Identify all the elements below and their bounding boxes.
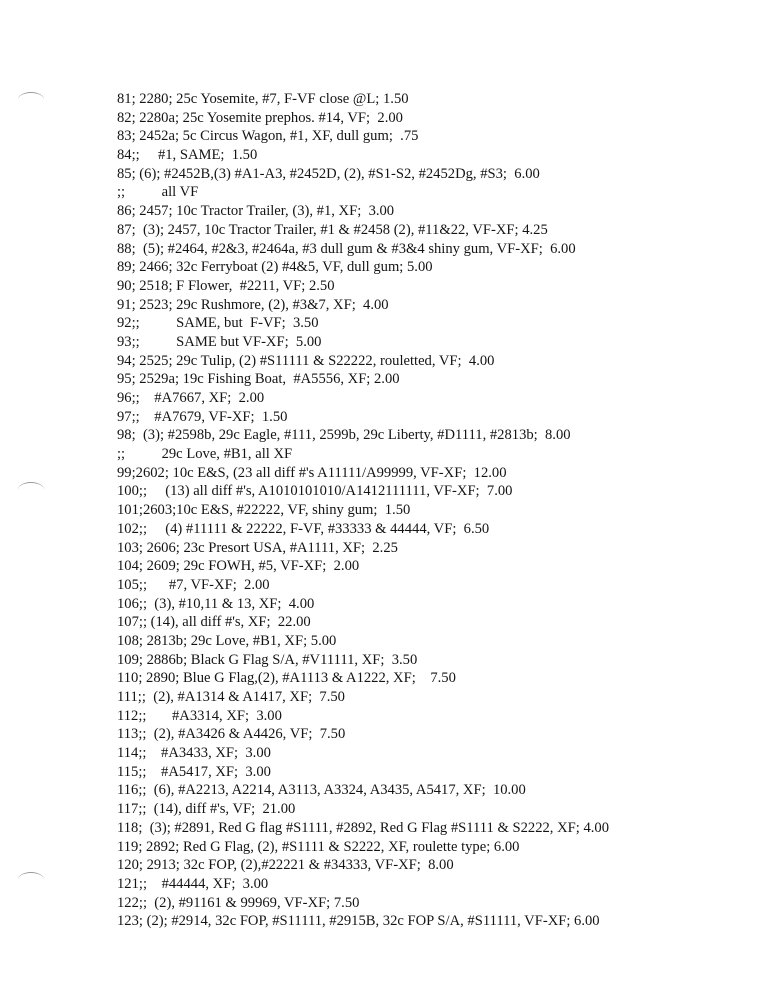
lot-line: 81; 2280; 25c Yosemite, #7, F-VF close @L; 1.50 (117, 91, 409, 107)
lot-line: 96;; #A7667, XF; 2.00 (117, 390, 265, 406)
punch-hole-mark-middle (18, 482, 44, 497)
lot-line: 112;; #A3314, XF; 3.00 (117, 707, 282, 724)
lot-line: ;; 29c Love, #B1, all XF (117, 446, 293, 463)
lot-line: 113;; (2), #A3426 & A4426, VF; 7.50 (117, 726, 346, 743)
lot-line: 120; 2913; 32c FOP, (2),#22221 & #34333, VF-XF; 8.00 (117, 857, 454, 874)
lot-line: 121;; #44444, XF; 3.00 (117, 875, 269, 892)
punch-hole-mark-top (18, 92, 44, 107)
lot-line: 89; 2466; 32c Ferryboat (2) #4&5, VF, dull gum; 5.00 (117, 259, 433, 276)
lot-line: 111;; (2), #A1314 & A1417, XF; 7.50 (117, 689, 345, 705)
lot-line: 108; 2813b; 29c Love, #B1, XF; 5.00 (117, 632, 337, 649)
lot-line: 100;; (13) all diff #'s, A1010101010/A1412111111, VF-XF; 7.00 (117, 483, 513, 500)
lot-line: 85; (6); #2452B,(3) #A1-A3, #2452D, (2), #S1-S2, #2452Dg, #S3; 6.00 (117, 165, 540, 182)
lot-line: 105;; #7, VF-XF; 2.00 (117, 576, 270, 593)
lot-line: 116;; (6), #A2213, A2214, A3113, A3324, A3435, A5417, XF; 10.00 (117, 782, 526, 799)
lot-line: 94; 2525; 29c Tulip, (2) #S11111 & S22222, rouletted, VF; 4.00 (117, 352, 495, 369)
lot-line: 104; 2609; 29c FOWH, #5, VF-XF; 2.00 (117, 558, 360, 575)
lot-line: 110; 2890; Blue G Flag,(2), #A1113 & A1222, XF; 7.50 (117, 670, 456, 687)
lot-listing (117, 90, 767, 931)
lot-line: ;; all VF (117, 184, 199, 201)
lot-line: 118; (3); #2891, Red G flag #S1111, #2892, Red G Flag #S1111 & S2222, XF; 4.00 (117, 819, 609, 836)
lot-line: 99;2602; 10c E&S, (23 all diff #'s A11111/A99999, VF-XF; 12.00 (117, 464, 507, 481)
lot-line: 88; (5); #2464, #2&3, #2464a, #3 dull gum & #3&4 shiny gum, VF-XF; 6.00 (117, 240, 576, 257)
lot-line: 86; 2457; 10c Tractor Trailer, (3), #1, XF; 3.00 (117, 203, 395, 220)
lot-line: 91; 2523; 29c Rushmore, (2), #3&7, XF; 4.00 (117, 296, 389, 313)
lot-line: 119; 2892; Red G Flag, (2), #S1111 & S2222, XF, roulette type; 6.00 (117, 838, 520, 855)
lot-line: 117;; (14), diff #'s, VF; 21.00 (117, 801, 296, 818)
lot-line: 87; (3); 2457, 10c Tractor Trailer, #1 & #2458 (2), #11&22, VF-XF; 4.25 (117, 221, 548, 238)
lot-line: 106;; (3), #10,11 & 13, XF; 4.00 (117, 595, 315, 612)
lot-line: 93;; SAME but VF-XF; 5.00 (117, 333, 322, 350)
lot-line: 102;; (4) #11111 & 22222, F-VF, #33333 & 44444, VF; 6.50 (117, 520, 490, 537)
lot-line: 103; 2606; 23c Presort USA, #A1111, XF; 2.25 (117, 539, 398, 556)
lot-line: 123; (2); #2914, 32c FOP, #S11111, #2915B, 32c FOP S/A, #S11111, VF-XF; 6.00 (117, 913, 600, 930)
lot-line: 84;; #1, SAME; 1.50 (117, 147, 258, 164)
lot-line: 95; 2529a; 19c Fishing Boat, #A5556, XF; 2.00 (117, 371, 400, 388)
lot-line: 114;; #A3433, XF; 3.00 (117, 745, 271, 762)
lot-line: 92;; SAME, but F-VF; 3.50 (117, 315, 319, 332)
lot-line: 82; 2280a; 25c Yosemite prephos. #14, VF; 2.00 (117, 109, 403, 126)
lot-line: 90; 2518; F Flower, #2211, VF; 2.50 (117, 277, 335, 294)
lot-line: 107;; (14), all diff #'s, XF; 22.00 (117, 614, 311, 631)
lot-line: 83; 2452a; 5c Circus Wagon, #1, XF, dull gum; .75 (117, 128, 419, 145)
lot-line: 122;; (2), #91161 & 99969, VF-XF; 7.50 (117, 894, 360, 911)
lot-line: 115;; #A5417, XF; 3.00 (117, 763, 271, 780)
lot-line: 97;; #A7679, VF-XF; 1.50 (117, 408, 288, 425)
lot-line: 109; 2886b; Black G Flag S/A, #V11111, XF; 3.50 (117, 651, 418, 668)
punch-hole-mark-bottom (18, 872, 44, 887)
lot-line: 101;2603;10c E&S, #22222, VF, shiny gum; 1.50 (117, 502, 411, 519)
lot-line: 98; (3); #2598b, 29c Eagle, #111, 2599b, 29c Liberty, #D1111, #2813b; 8.00 (117, 427, 571, 444)
